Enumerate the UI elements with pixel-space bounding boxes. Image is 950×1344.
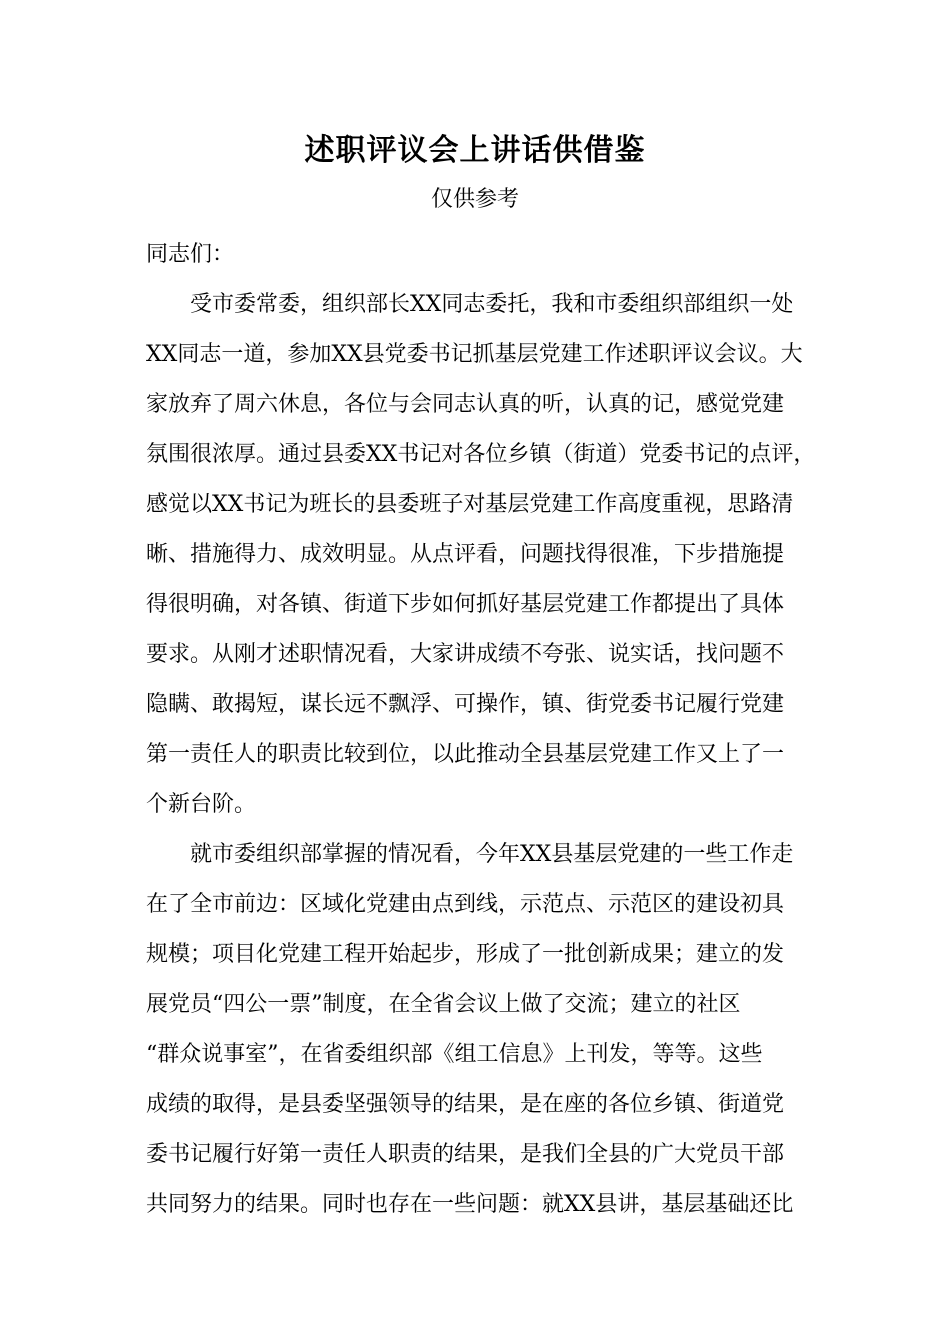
paragraph-1-line: 得很明确，对各镇、街道下步如何抓好基层党建工作都提出了具体	[146, 592, 785, 617]
paragraph-2-line: 规模；项目化党建工程开始起步，形成了一批创新成果；建立的发	[146, 942, 785, 967]
paragraph-1-line: 隐瞒、敢揭短，谋长远不飘浮、可操作，镇、街党委书记履行党建	[146, 692, 785, 717]
paragraph-2-line: 成绩的取得，是县委坚强领导的结果，是在座的各位乡镇、街道党	[146, 1092, 785, 1117]
paragraph-1-line: 感觉以XX书记为班长的县委班子对基层党建工作高度重视，思路清	[146, 492, 794, 517]
paragraph-2-line: 委书记履行好第一责任人职责的结果，是我们全县的广大党员干部	[146, 1142, 785, 1167]
paragraph-2-line: 就市委组织部掌握的情况看，今年XX县基层党建的一些工作走	[190, 842, 794, 867]
paragraph-1-line: 家放弃了周六休息，各位与会同志认真的听，认真的记，感觉党建	[146, 392, 785, 417]
paragraph-2-line: 共同努力的结果。同时也存在一些问题：就XX县讲，基层基础还比	[146, 1192, 794, 1217]
paragraph-2-line: 在了全市前边：区域化党建由点到线，示范点、示范区的建设初具	[146, 892, 785, 917]
paragraph-1-line: XX同志一道，参加XX县党委书记抓基层党建工作述职评议会议。大	[146, 342, 803, 367]
paragraph-1-line: 氛围很浓厚。通过县委XX书记对各位乡镇（街道）党委书记的点评，	[146, 442, 816, 467]
paragraph-1-line: 晰、措施得力、成效明显。从点评看，问题找得很准，下步措施提	[146, 542, 785, 567]
paragraph-2-line: “群众说事室”，在省委组织部《组工信息》上刊发，等等。这些	[146, 1042, 763, 1067]
paragraph-1-line: 要求。从刚才述职情况看，大家讲成绩不夸张、说实话，找问题不	[146, 642, 785, 667]
paragraph-1-line: 第一责任人的职责比较到位，以此推动全县基层党建工作又上了一	[146, 742, 785, 767]
paragraph-1-line: 个新台阶。	[146, 792, 257, 817]
document-body	[146, 230, 816, 1230]
document-title: 述职评议会上讲话供借鉴	[304, 133, 646, 168]
salutation: 同志们：	[146, 242, 235, 267]
paragraph-2-line: 展党员“四公一票”制度，在全省会议上做了交流；建立的社区	[146, 992, 741, 1017]
paragraph-1-line: 受市委常委，组织部长XX同志委托，我和市委组织部组织一处	[190, 292, 794, 317]
document-subtitle: 仅供参考	[430, 187, 519, 212]
